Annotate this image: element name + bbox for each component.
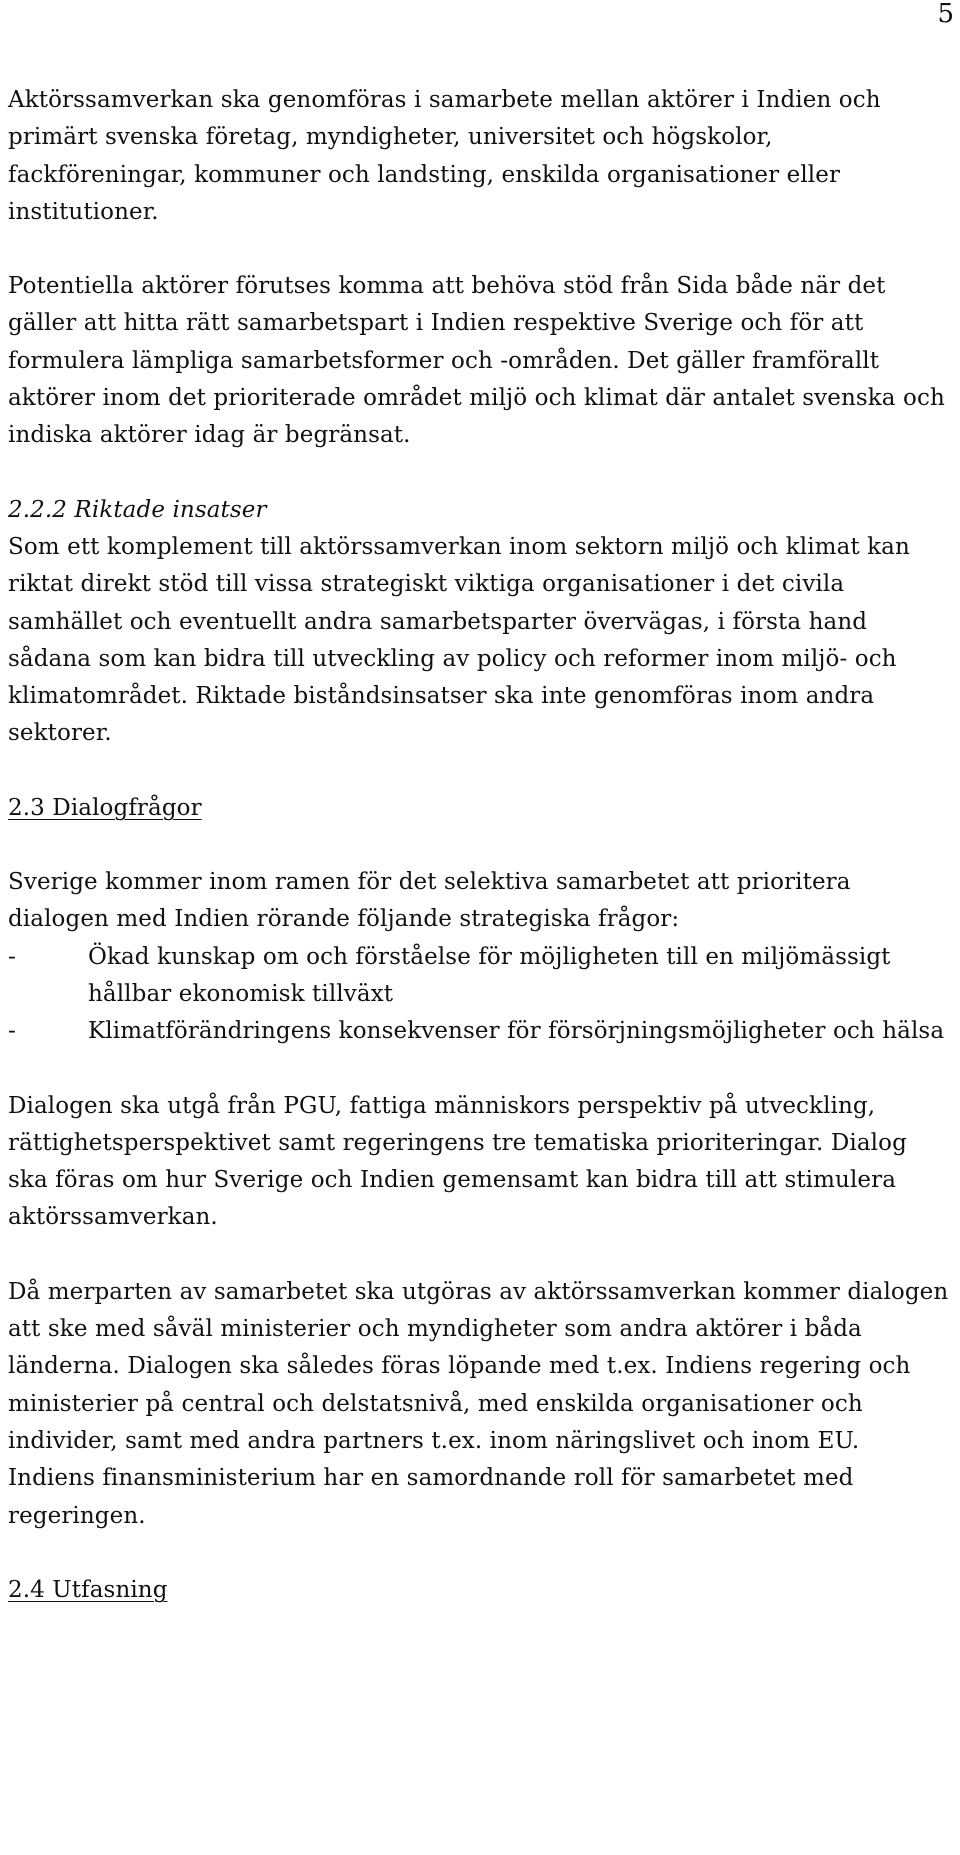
paragraph-riktade-insatser: Som ett komplement till aktörssamverkan inom sektorn miljö och klimat kan riktat direkt stöd till vissa strategiskt viktiga organisationer i det civila samhället och eventuellt andra samarbetsparter övervägas, i första hand sådana som kan bidra till utveckling av policy och reformer inom miljö- och klimatområdet. Riktade biståndsinsatser ska inte genomföras inom andra sektorer.: [8, 533, 910, 747]
list-item: [8, 939, 953, 1014]
section-heading-2-2-2: 2.2.2 Riktade insatser: [8, 496, 267, 523]
document-body: [8, 82, 953, 1609]
list-item: [8, 1013, 953, 1050]
dialog-topics-list: [8, 939, 953, 1051]
section-heading-2-3: 2.3 Dialogfrågor: [8, 794, 202, 821]
paragraph-dialogfragor-intro: Sverige kommer inom ramen för det selektiva samarbetet att prioritera dialogen med Indien rörande följande strategiska frågor:: [8, 869, 851, 933]
paragraph-potentiella-aktorer: Potentiella aktörer förutses komma att behöva stöd från Sida både när det gäller att hitta rätt samarbetspart i Indien respektive Sverige och för att formulera lämpliga samarbetsformer och -områden. Det gäller framförallt aktörer inom det prioriterade området miljö och klimat där antalet svenska och indiska aktörer idag är begränsat.: [8, 273, 945, 449]
list-item-text: Klimatförändringens konsekvenser för försörjningsmöjligheter och hälsa: [88, 1018, 945, 1045]
section-heading-2-4: 2.4 Utfasning: [8, 1576, 168, 1603]
paragraph-dialogen-pgu: Dialogen ska utgå från PGU, fattiga människors perspektiv på utveckling, rättighetsperspektivet samt regeringens tre tematiska prioriteringar. Dialog ska föras om hur Sverige och Indien gemensamt kan bidra till att stimulera aktörssamverkan.: [8, 1092, 907, 1231]
bullet-dash: -: [8, 1018, 16, 1045]
bullet-dash: -: [8, 943, 16, 970]
page-number: 5: [937, 0, 954, 29]
list-item-text: Ökad kunskap om och förståelse för möjligheten till en miljömässigt hållbar ekonomisk tillväxt: [88, 943, 891, 1007]
paragraph-aktorssamverkan: Aktörssamverkan ska genomföras i samarbete mellan aktörer i Indien och primärt svenska företag, myndigheter, universitet och högskolor, fackföreningar, kommuner och landsting, enskilda organisationer eller institutioner.: [8, 87, 881, 225]
paragraph-merparten: Då merparten av samarbetet ska utgöras av aktörssamverkan kommer dialogen att ske med såväl ministerier och myndigheter som andra aktörer i båda länderna. Dialogen ska således föras löpande med t.ex. Indiens regering och ministerier på central och delstatsnivå, med enskilda organisationer och individer, samt med andra partners t.ex. inom näringslivet och inom EU. Indiens finansministerium har en samordnande roll för samarbetet med regeringen.: [8, 1278, 949, 1529]
